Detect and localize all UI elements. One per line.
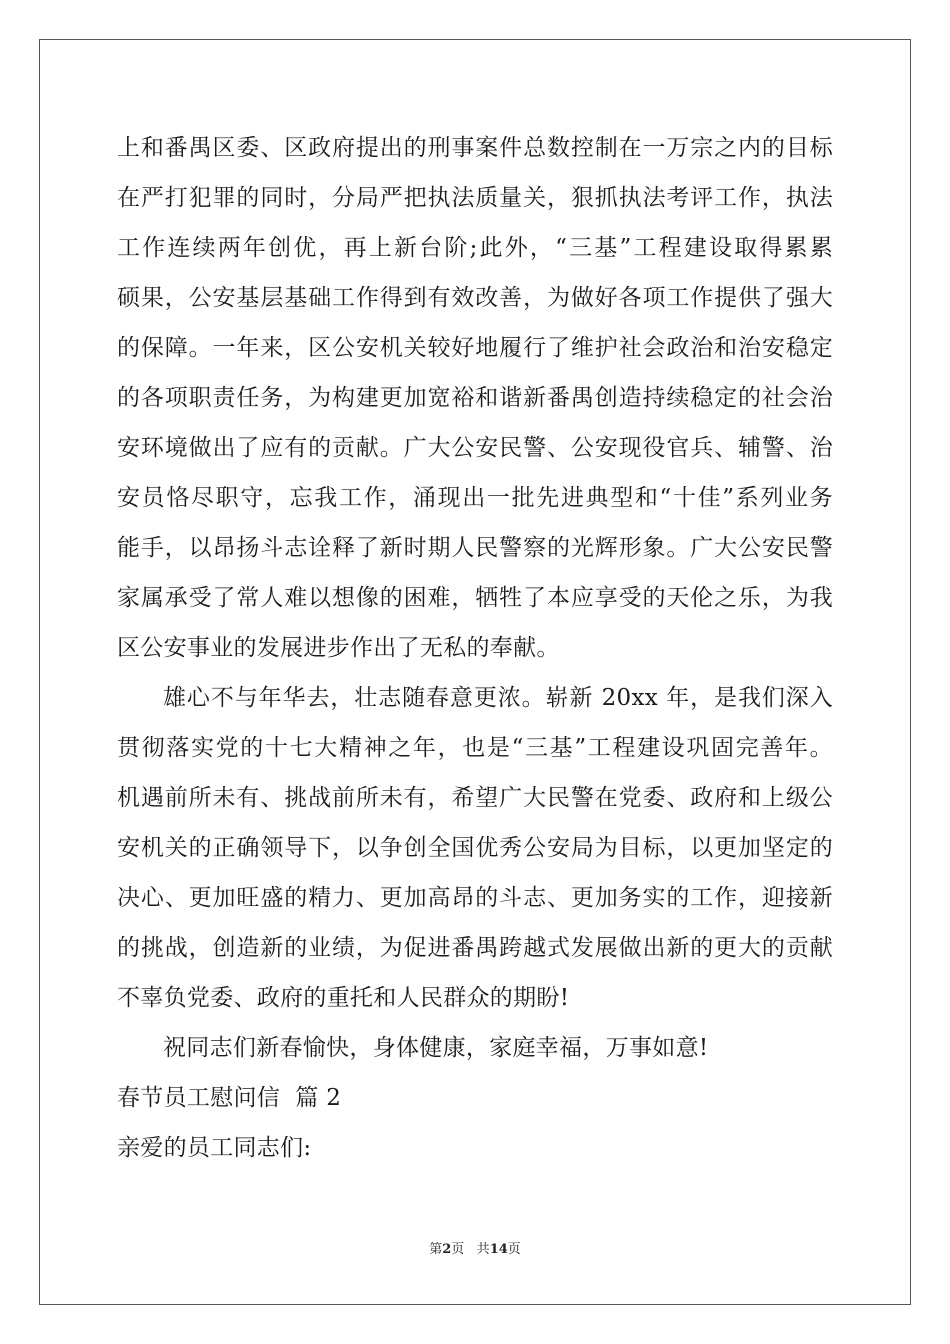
text-line: 的挑战，创造新的业绩，为促进番禺跨越式发展做出新的更大的贡献: [117, 935, 833, 961]
total-prefix: 共: [476, 1242, 490, 1257]
text-line: 不辜负党委、政府的重托和人民群众的期盼!: [117, 985, 570, 1011]
text-line: 安员恪尽职守，忘我工作，涌现出一批先进典型和“十佳”系列业务: [117, 485, 833, 511]
text-line: 硕果，公安基层基础工作得到有效改善，为做好各项工作提供了强大: [117, 285, 833, 311]
text-line: 家属承受了常人难以想像的困难，牺牲了本应享受的天伦之乐，为我: [117, 585, 833, 611]
page-suffix: 页: [451, 1242, 465, 1257]
text-line: 在严打犯罪的同时，分局严把执法质量关，狠抓执法考评工作，执法: [117, 185, 833, 211]
page-prefix: 第: [429, 1242, 443, 1257]
text-line: 上和番禺区委、区政府提出的刑事案件总数控制在一万宗之内的目标: [117, 135, 833, 161]
text-line: 工作连续两年创优，再上新台阶;此外，“三基”工程建设取得累累: [117, 235, 833, 261]
text-line: 贯彻落实党的十七大精神之年，也是“三基”工程建设巩固完善年。: [117, 735, 833, 761]
page-footer: [0, 1241, 950, 1259]
text-line: 决心、更加旺盛的精力、更加高昂的斗志、更加务实的工作，迎接新: [117, 885, 833, 911]
total-suffix: 页: [507, 1242, 521, 1257]
text-line: 安环境做出了应有的贡献。广大公安民警、公安现役官兵、辅警、治: [117, 435, 833, 461]
text-line: 的各项职责任务，为构建更加宽裕和谐新番禺创造持续稳定的社会治: [117, 385, 833, 411]
text-line: 机遇前所未有、挑战前所未有，希望广大民警在党委、政府和上级公: [117, 785, 833, 811]
text-line: 祝同志们新春愉快，身体健康，家庭幸福，万事如意!: [163, 1035, 709, 1061]
page-border: [39, 39, 911, 1305]
text-line: 区公安事业的发展进步作出了无私的奉献。: [117, 635, 560, 661]
text-line: 安机关的正确领导下，以争创全国优秀公安局为目标，以更加坚定的: [117, 835, 833, 861]
text-line: 雄心不与年华去，壮志随春意更浓。崭新 20xx 年，是我们深入: [163, 685, 833, 711]
text-line: 能手，以昂扬斗志诠释了新时期人民警察的光辉形象。广大公安民警: [117, 535, 833, 561]
page-number: 2: [442, 1242, 452, 1257]
text-line: 的保障。一年来，区公安机关较好地履行了维护社会政治和治安稳定: [117, 335, 833, 361]
section-heading: 春节员工慰问信 篇 2: [117, 1085, 342, 1111]
total-pages: 14: [489, 1242, 508, 1257]
salutation: 亲爱的员工同志们:: [117, 1135, 312, 1161]
